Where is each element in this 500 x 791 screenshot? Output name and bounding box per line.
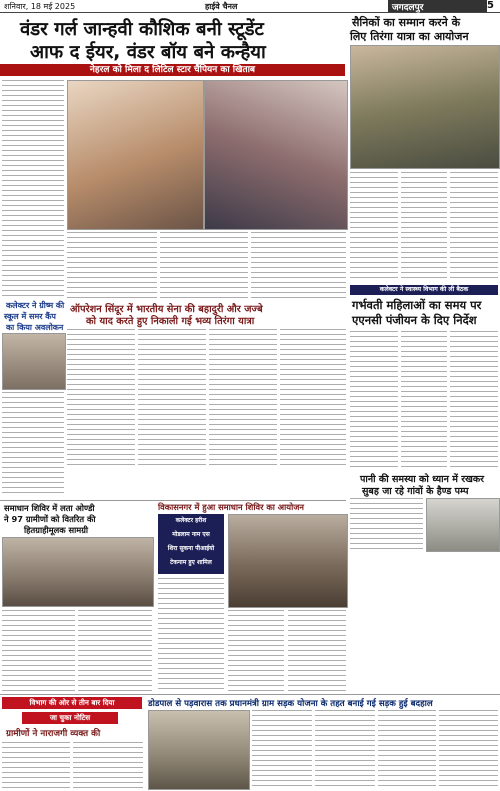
- story8-box-line1: कलेक्टर हरीश: [175, 517, 207, 524]
- story7-headline-line2: ने 97 ग्रामीणों को वितरित की: [4, 514, 96, 524]
- story1-strap: नेहरल को मिला द लिटिल स्टार चैंपियन का खिताब: [0, 64, 345, 76]
- story7-text-col2: [78, 610, 152, 692]
- story4-text-col: [2, 392, 64, 497]
- story6-photo: [426, 498, 500, 552]
- story5-text-col2: [401, 331, 447, 469]
- story1-text-col3: [160, 232, 248, 300]
- story7-photo: [2, 537, 154, 607]
- story9-photo: [148, 710, 250, 790]
- story4-headline-line3: का किया अवलोकन: [6, 323, 64, 332]
- story7-headline-line3: हितग्राहीमूलक सामग्री: [24, 525, 89, 535]
- story9-text-col3: [378, 710, 436, 788]
- story8-photo: [228, 514, 348, 608]
- story4-headline-line1: कलेक्टर ने ग्रीष्म की: [6, 301, 65, 310]
- story10-box: विभाग की ओर से तीन बार दिया: [2, 697, 142, 709]
- paper-name: हाईवे चैनल: [205, 2, 238, 11]
- story8-text-col1: [158, 578, 224, 692]
- story2-text-col1: [350, 172, 398, 282]
- story2-photo: [350, 45, 500, 169]
- story3-headline-line2: को याद करते हुए निकाली गई भव्य तिरंगा यात्रा: [86, 316, 255, 327]
- story1-text-col2: [67, 232, 157, 300]
- story5-text-col3: [450, 331, 498, 469]
- story10-text-col1: [2, 742, 70, 788]
- story1-text-col4: [251, 232, 346, 300]
- story10-box-2: जा चुका नोटिस: [22, 712, 118, 724]
- story10-text-col2: [73, 742, 143, 788]
- story3-text-col1: [67, 329, 135, 467]
- issue-date: शनिवार, 18 मई 2025: [4, 2, 76, 11]
- story4-photo: [2, 333, 66, 390]
- story1-text-col1: [2, 80, 64, 300]
- story1-photo-1: [67, 80, 204, 230]
- story2-text-col2: [401, 172, 447, 282]
- edition-city: जगदलपुर: [388, 0, 487, 12]
- page-header: [0, 0, 500, 13]
- story5-headline-line2: एएनसी पंजीयन के दिए निर्देश: [352, 313, 477, 327]
- story8-box: [158, 514, 224, 574]
- story5-text-col1: [350, 331, 398, 469]
- story2-headline-line1: सैनिकों का सम्मान करने के: [352, 16, 461, 29]
- story8-text-col2: [228, 610, 284, 692]
- story2-headline-line2: लिए तिरंगा यात्रा का आयोजन: [350, 30, 469, 43]
- story8-box-line2: मोडलाम नाम एस: [172, 531, 210, 538]
- page-number: 5: [487, 0, 494, 11]
- story7-text-col1: [2, 610, 75, 692]
- story1-headline-line2: आफ द ईयर, वंडर बॉय बने कन्हैया: [30, 42, 266, 63]
- story9-text-col1: [252, 710, 312, 788]
- story8-headline: विकासनगर में हुआ समाधान शिविर का आयोजन: [158, 502, 304, 512]
- story5-headline-line1: गर्भवती महिलाओं का समय पर: [352, 298, 482, 312]
- story3-text-col3: [209, 329, 277, 467]
- story8-box-line4: टेकनाम हुए शामिल: [170, 559, 212, 566]
- divider: [0, 694, 500, 695]
- story6-headline-line1: पानी की समस्या को ध्यान में रखकर: [360, 474, 485, 485]
- story8-box-line3: शिरा सुकना पीआईयो: [167, 545, 215, 552]
- story8-text-col3: [288, 610, 346, 692]
- story3-text-col4: [280, 329, 346, 467]
- divider: [0, 500, 346, 501]
- story6-text-col1: [350, 498, 423, 550]
- story2-text-col3: [450, 172, 498, 282]
- story3-text-col2: [138, 329, 206, 467]
- story1-photo-2: [204, 80, 348, 230]
- story9-text-col2: [315, 710, 375, 788]
- story9-headline: डोडपाल से पड़वारास तक प्रधानमंत्री ग्राम सड़क योजना के तहत बनाई गई सड़क हुई बदहाल: [148, 699, 433, 709]
- story4-headline-line2: स्कूल में समर कैंप: [4, 312, 56, 321]
- story7-headline-line1: समाधान शिविर में लता ओण्डी: [4, 503, 95, 513]
- story3-headline-line1: ऑपरेशन सिंदूर में भारतीय सेना की बहादुरी और जज्बे: [70, 304, 263, 315]
- story6-headline-line2: सुबह जा रहे गांवों के हैण्ड पम्प: [362, 486, 469, 497]
- story9-text-col4: [439, 710, 498, 788]
- story5-strap: कलेक्टर ने स्वास्थ्य विभाग की ली बैठक: [350, 285, 498, 295]
- story10-headline: ग्रामीणों ने नाराजगी व्यक्त की: [6, 729, 101, 739]
- story1-headline-line1: वंडर गर्ल जान्हवी कौशिक बनी स्टूडेंट: [20, 19, 264, 40]
